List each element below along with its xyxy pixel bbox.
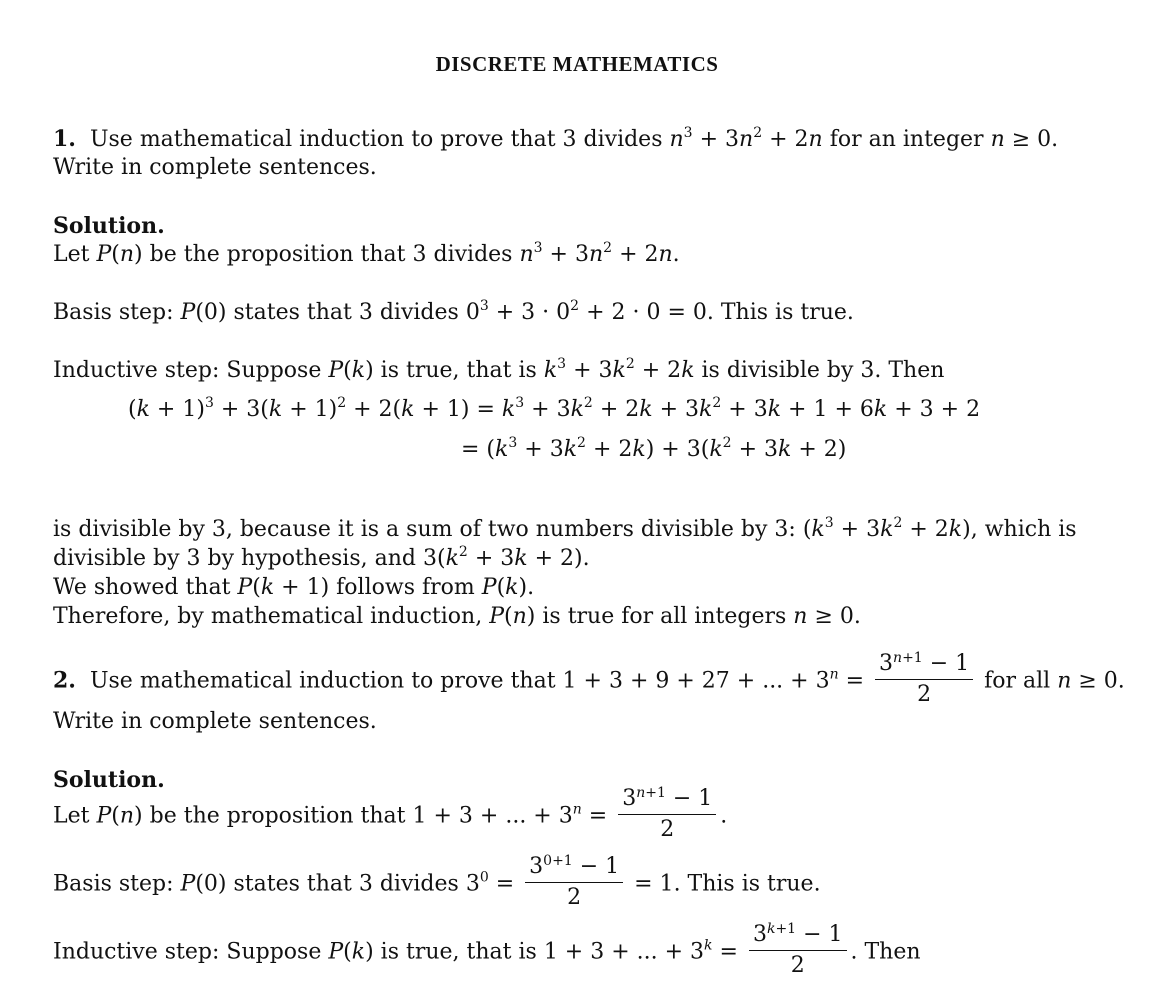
solution-2-basis-step: Basis step: P(0) states that 3 divides $3^0$ = $\frac{3^{0+1} - 1}{2}$ = 1. This is true.	[53, 853, 821, 910]
problem-2-statement: 2. Use mathematical induction to prove that 1 + 3 + 9 + 27 + ... + $3^n$ = $\frac{3^{n+1} - 1}{2}$ for all n ≥ 0.	[53, 650, 1125, 707]
fraction: $\frac{3^{n+1} - 1}{2}$	[875, 653, 973, 706]
equation-line-1: $(k + 1)^3 + 3(k + 1)^2 + 2(k + 1) = k^3 + 3k^2 + 2k + 3k^2 + 3k + 1 + 6k + 3 + 2$	[128, 395, 981, 422]
solution-1-basis-step: Basis step: P(0) states that 3 divides $0^3 + 3 \cdot 0^2 + 2 \cdot 0 = 0$. This is true.	[53, 298, 854, 325]
equation-line-2: = $(k^3 + 3k^2 + 2k) + 3(k^2 + 3k + 2)$	[461, 435, 847, 462]
solution-1-conclusion-1: is divisible by 3, because it is a sum of two numbers divisible by 3: $(k^3 + 3k^2 + 2k)$, which is	[53, 515, 1077, 542]
problem-1-number: 1.	[53, 126, 76, 152]
document-title: DISCRETE MATHEMATICS	[435, 52, 719, 76]
fraction: $\frac{3^{n+1} - 1}{2}$	[618, 788, 716, 841]
solution-2-proposition: Let P(n) be the proposition that 1 + 3 + ... + $3^n$ = $\frac{3^{n+1} - 1}{2}$ .	[53, 785, 728, 842]
solution-1-conclusion-2: divisible by 3 by hypothesis, and $3(k^2 + 3k + 2)$.	[53, 544, 590, 571]
problem-1-statement: 1. Use mathematical induction to prove that 3 divides $n^3 + 3n^2 + 2n$ for an integer n ≥ 0.	[53, 125, 1059, 152]
fraction: $\frac{3^{0+1} - 1}{2}$	[525, 856, 623, 909]
solution-2-label: Solution.	[53, 767, 165, 793]
solution-1-label: Solution.	[53, 213, 165, 239]
solution-1-inductive-step: Inductive step: Suppose P(k) is true, that is $k^3 + 3k^2 + 2k$ is divisible by 3. Then	[53, 356, 945, 383]
problem-2-number: 2.	[53, 667, 76, 694]
solution-1-proposition: Let P(n) be the proposition that 3 divides $n^3 + 3n^2 + 2n$.	[53, 240, 680, 267]
fraction: $\frac{3^{k+1} - 1}{2}$	[749, 924, 847, 977]
problem-2-instructions: Write in complete sentences.	[53, 709, 377, 734]
problem-1-instructions: Write in complete sentences.	[53, 155, 377, 180]
solution-2-inductive-step: Inductive step: Suppose P(k) is true, that is 1 + 3 + ... + $3^k$ = $\frac{3^{k+1} - 1}{2}$ . Then	[53, 921, 921, 978]
solution-1-conclusion-4: Therefore, by mathematical induction, P(n) is true for all integers n ≥ 0.	[53, 604, 861, 629]
solution-1-conclusion-3: We showed that P(k + 1) follows from P(k).	[53, 575, 535, 600]
